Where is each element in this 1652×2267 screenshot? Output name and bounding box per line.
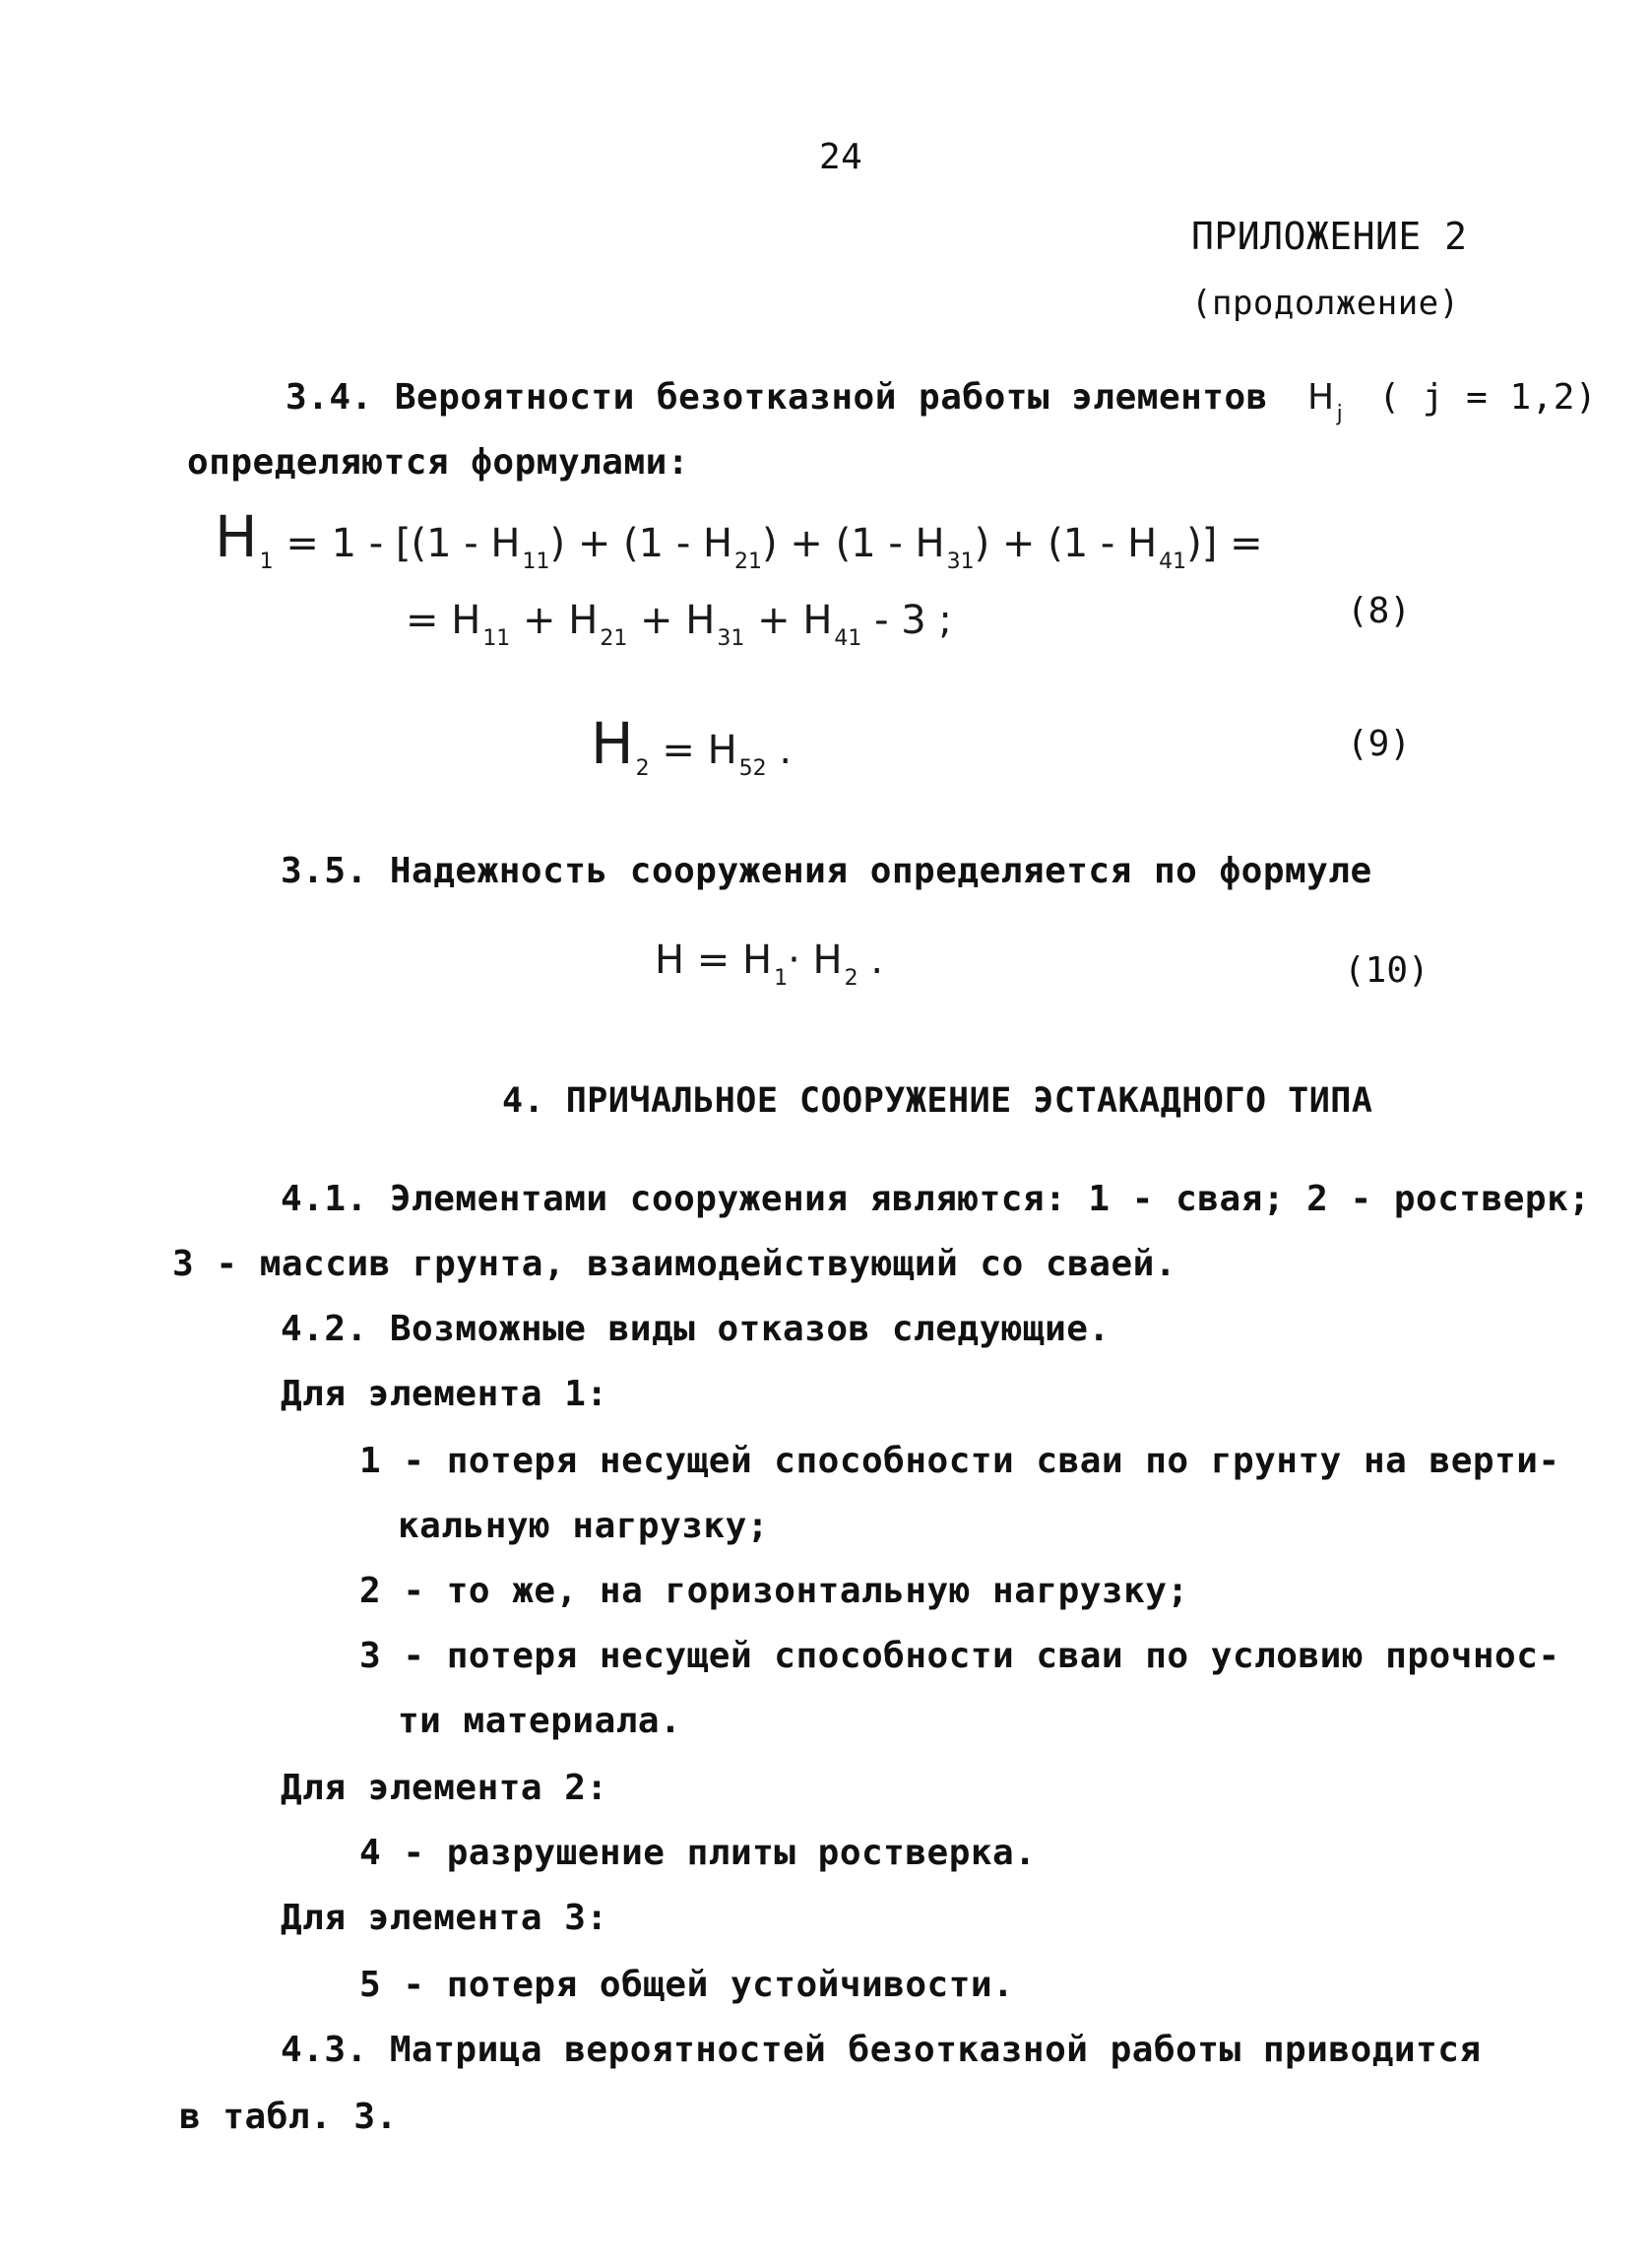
- element1-item2: 2 - то же, на горизонтальную нагрузку;: [359, 1571, 1189, 1611]
- eq10-end: .: [858, 938, 884, 983]
- eq9-lhs-sub: 2: [635, 756, 650, 781]
- element1-item1b: кальную нагрузку;: [398, 1506, 769, 1546]
- sec-4-1-line2: 3 - массив грунта, взаимодействующий со сваей.: [172, 1244, 1176, 1284]
- eq8-l2s11: 11: [482, 626, 511, 651]
- eq8-s31: 31: [946, 550, 975, 574]
- eq8-l2s21: 21: [600, 626, 628, 651]
- element3-label: Для элемента 3:: [281, 1898, 608, 1938]
- eq10-b: · H: [788, 938, 843, 983]
- sec-3-4-line2: определяются формулами:: [187, 442, 689, 483]
- sec-4-1-line1: 4.1. Элементами сооружения являются: 1 - свая; 2 - ростверк;: [281, 1179, 1591, 1219]
- eq9-mid: = H: [649, 728, 737, 773]
- eq8-line2: [406, 591, 952, 669]
- eq8-number: (8): [1347, 591, 1412, 631]
- eq9: [591, 710, 793, 799]
- eq10-sub2: 2: [844, 966, 858, 991]
- eq8-l2c: + H: [627, 598, 716, 643]
- eq8-l1b: ) + (1 - H: [549, 521, 733, 566]
- eq8-l2s31: 31: [717, 626, 745, 651]
- eq8-s11: 11: [522, 550, 550, 574]
- sec-3-5: 3.5. Надежность сооружения определяется по формуле: [281, 851, 1372, 891]
- eq8-s41: 41: [1159, 550, 1187, 574]
- element1-item3a: 3 - потеря несущей способности сваи по условию прочнос-: [359, 1636, 1560, 1676]
- eq9-end: .: [766, 728, 793, 773]
- eq8-lhs-sub: 1: [259, 550, 274, 574]
- eq8-l1c: ) + (1 - H: [762, 521, 945, 566]
- eq10-a: H = H: [655, 938, 773, 983]
- element1-item3b: ти материала.: [398, 1701, 682, 1741]
- sec-4-3-line1: 4.3. Матрица вероятностей безотказной работы приводится: [281, 2030, 1482, 2070]
- eq8-l1d: ) + (1 - H: [974, 521, 1158, 566]
- eq8-l2d: + H: [744, 598, 833, 643]
- eq10-number: (10): [1344, 950, 1430, 991]
- element3-item5: 5 - потеря общей устойчивости.: [359, 1965, 1015, 2005]
- eq8-l1a: = 1 - [(1 - H: [286, 521, 521, 566]
- eq9-lhs: H: [591, 710, 634, 777]
- section-4-heading: 4. ПРИЧАЛЬНОЕ СООРУЖЕНИЕ ЭСТАКАДНОГО ТИПА: [502, 1081, 1373, 1121]
- appendix-subtitle: (продолжение): [1191, 284, 1460, 323]
- element2-label: Для элемента 2:: [281, 1768, 608, 1808]
- eq9-number: (9): [1347, 724, 1412, 764]
- eq8-l1e: )] =: [1186, 521, 1263, 566]
- page-number: 24: [819, 137, 863, 177]
- eq10-sub1: 1: [774, 966, 789, 991]
- sec-4-3-line2: в табл. 3.: [179, 2097, 398, 2137]
- eq8-l2a: = H: [406, 598, 481, 643]
- appendix-title: ПРИЛОЖЕНИЕ 2: [1191, 215, 1468, 258]
- eq8-line1: [215, 503, 1263, 592]
- eq10: [655, 931, 883, 1008]
- sec-3-4-var: [1307, 377, 1344, 426]
- eq8-l2b: + H: [510, 598, 599, 643]
- var-h: H: [1307, 377, 1335, 418]
- element2-item4: 4 - разрушение плиты ростверка.: [359, 1833, 1037, 1873]
- sec-3-4-line1: [286, 378, 1597, 434]
- element1-item1a: 1 - потеря несущей способности сваи по грунту на верти-: [359, 1441, 1560, 1481]
- eq8-lhs: H: [215, 503, 258, 570]
- element1-label: Для элемента 1:: [281, 1374, 608, 1414]
- eq8-l2e: - 3 ;: [861, 598, 952, 643]
- eq8-l2s41: 41: [834, 626, 862, 651]
- eq8-s21: 21: [734, 550, 763, 574]
- sec-3-4-cond: ( j = 1,2): [1378, 377, 1598, 418]
- var-sub: j: [1336, 402, 1344, 426]
- eq9-rhs-sub: 52: [738, 756, 767, 781]
- sec-4-2-line1: 4.2. Возможные виды отказов следующие.: [281, 1309, 1111, 1349]
- sec-3-4-text: 3.4. Вероятности безотказной работы элементов: [286, 377, 1268, 418]
